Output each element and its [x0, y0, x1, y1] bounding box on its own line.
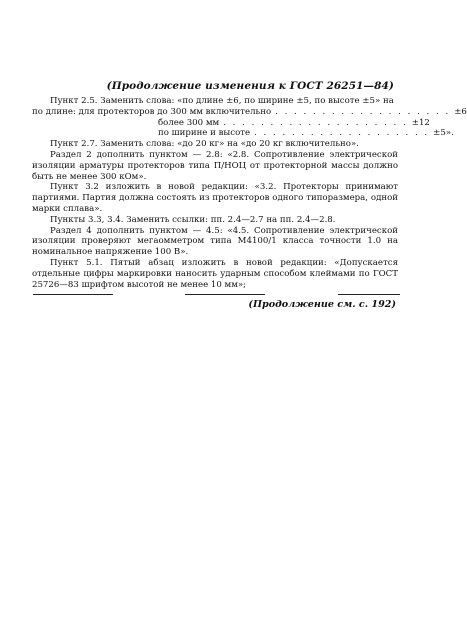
divider-rule-right: [338, 294, 400, 295]
tolerance-value: ±6: [454, 106, 467, 117]
paragraph-5-1: Пункт 5.1. Пятый абзац изложить в новой редакции: «Допускается отдельные цифры маркировки наносить ударным способом клеймами по ГОСТ 25726—83 шрифтом высотой не менее 10 мм»;: [32, 257, 398, 290]
paragraph-3-2: Пункт 3.2 изложить в новой редакции: «3.2. Протекторы принимают партиями. Партия должна состоять из протекторов одного типоразмера, одной марки сплава».: [32, 182, 398, 214]
tolerance-row-width: [32, 128, 454, 139]
leader-dots: . . . . . . . . . . . . . . . . . . .: [254, 128, 430, 139]
continuation-header: (Продолжение изменения к ГОСТ 26251—84): [106, 80, 394, 92]
divider-rule-middle: [185, 294, 265, 295]
tolerance-row-length: [32, 106, 467, 118]
paragraph-2-8: Раздел 2 дополнить пунктом — 2.8: «2.8. Сопротивление электрической изоляции арматуры протекторов типа П/НОЦ от протекторной массы должно быть не менее 300 кОм».: [32, 149, 398, 182]
tolerance-label: более 300 мм: [158, 117, 220, 128]
paragraph-4-5: Раздел 4 дополнить пунктом — 4.5: «4.5. Сопротивление электрической изоляции проверяют мегаомметром типа М4100/1 класса точности 1.0 на номинальное напряжение 100 В».: [32, 225, 398, 258]
leader-dots: . . . . . . . . . . . . . . . . . . . .: [223, 117, 408, 128]
paragraph-2-5-text: Пункт 2.5. Заменить слова: «по длине ±6, по ширине ±5, по высоте ±5» на: [50, 96, 394, 106]
document-body: [32, 96, 467, 311]
tolerance-value: ±12: [411, 117, 430, 128]
paragraph-2-5: [32, 96, 398, 107]
paragraph-3-3: Пункты 3.3, 3.4. Заменить ссылки: пп. 2.4—2.7 на пп. 2.4—2.8.: [50, 214, 336, 225]
tolerance-label: по длине: для протекторов до 300 мм включительно: [32, 106, 272, 117]
divider-rule-left: [33, 294, 113, 295]
tolerance-label: по ширине и высоте: [158, 128, 251, 139]
continuation-footer: (Продолжение см. с. 192): [248, 299, 396, 311]
tolerance-row-over300: [32, 117, 430, 129]
tolerance-value: ±5».: [433, 128, 454, 139]
leader-dots: . . . . . . . . . . . . . . . . . . .: [275, 106, 451, 117]
paragraph-2-7: Пункт 2.7. Заменить слова: «до 20 кг» на «до 20 кг включительно».: [50, 139, 359, 150]
